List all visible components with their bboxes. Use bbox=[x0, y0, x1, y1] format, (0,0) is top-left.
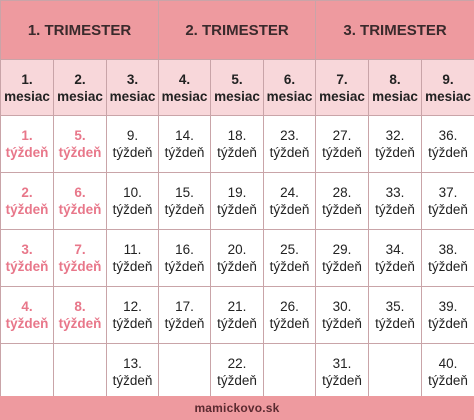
week-label: týždeň bbox=[269, 316, 310, 331]
week-label: týždeň bbox=[5, 145, 49, 160]
month-number: 5. bbox=[231, 71, 243, 87]
week-label: týždeň bbox=[217, 145, 257, 160]
week-label: týždeň bbox=[375, 259, 415, 274]
week-number: 33. bbox=[385, 185, 405, 200]
week-number: 16. bbox=[175, 242, 194, 257]
month-label: mesiac bbox=[319, 88, 365, 104]
week-cell bbox=[211, 116, 264, 173]
month-header-5 bbox=[211, 60, 264, 116]
week-label: týždeň bbox=[217, 259, 257, 274]
week-cell bbox=[159, 173, 211, 230]
week-number: 15. bbox=[175, 185, 194, 200]
week-label: týždeň bbox=[58, 259, 102, 274]
month-label: mesiac bbox=[214, 88, 260, 104]
trimester-3-header: 3. TRIMESTER bbox=[316, 1, 474, 60]
week-cell bbox=[316, 287, 369, 344]
week-label: týždeň bbox=[217, 373, 257, 388]
week-cell bbox=[264, 116, 316, 173]
week-cell bbox=[422, 173, 474, 230]
week-cell bbox=[1, 344, 54, 401]
month-header-4 bbox=[159, 60, 211, 116]
month-number: 6. bbox=[283, 71, 296, 87]
month-label: mesiac bbox=[266, 88, 313, 104]
week-number: 22. bbox=[227, 356, 247, 371]
week-label: týždeň bbox=[428, 373, 468, 388]
week-label: týždeň bbox=[112, 373, 153, 388]
week-number: 12. bbox=[123, 299, 142, 314]
month-header-7 bbox=[316, 60, 369, 116]
week-cell bbox=[422, 230, 474, 287]
week-cell bbox=[422, 344, 474, 401]
month-number: 1. bbox=[21, 71, 33, 87]
week-number: 36. bbox=[438, 128, 458, 143]
week-cell bbox=[107, 230, 159, 287]
week-label: týždeň bbox=[322, 373, 362, 388]
month-header-row bbox=[1, 60, 474, 116]
week-cell bbox=[107, 116, 159, 173]
week-label: týždeň bbox=[112, 202, 153, 217]
week-number: 40. bbox=[438, 356, 458, 371]
month-label: mesiac bbox=[4, 88, 50, 104]
week-number: 39. bbox=[438, 299, 458, 314]
month-label: mesiac bbox=[161, 88, 208, 104]
week-cell bbox=[107, 344, 159, 401]
week-cell bbox=[211, 287, 264, 344]
week-number: 8. bbox=[74, 299, 86, 314]
week-cell bbox=[264, 287, 316, 344]
week-label: týždeň bbox=[5, 202, 49, 217]
month-number: 2. bbox=[74, 71, 86, 87]
week-number: 34. bbox=[385, 242, 405, 257]
week-row-2 bbox=[1, 173, 474, 230]
trimester-header-row bbox=[1, 1, 474, 60]
week-label: týždeň bbox=[217, 316, 257, 331]
week-cell bbox=[369, 344, 422, 401]
week-label: týždeň bbox=[375, 202, 415, 217]
week-label: týždeň bbox=[428, 316, 468, 331]
week-label: týždeň bbox=[322, 202, 362, 217]
month-header-6 bbox=[264, 60, 316, 116]
month-label: mesiac bbox=[372, 88, 418, 104]
week-cell bbox=[159, 116, 211, 173]
week-cell bbox=[159, 230, 211, 287]
week-cell bbox=[159, 344, 211, 401]
week-label: týždeň bbox=[322, 316, 362, 331]
week-number: 2. bbox=[21, 185, 33, 200]
month-header-9 bbox=[422, 60, 474, 116]
trimester-2-header: 2. TRIMESTER bbox=[159, 1, 316, 60]
week-number: 3. bbox=[21, 242, 33, 257]
week-cell bbox=[264, 173, 316, 230]
week-cell bbox=[264, 344, 316, 401]
week-cell bbox=[369, 116, 422, 173]
week-label: týždeň bbox=[164, 316, 205, 331]
week-number: 20. bbox=[227, 242, 247, 257]
week-cell bbox=[54, 173, 107, 230]
week-number: 28. bbox=[332, 185, 352, 200]
week-number: 7. bbox=[74, 242, 86, 257]
week-cell bbox=[107, 173, 159, 230]
week-number: 19. bbox=[227, 185, 247, 200]
week-number: 27. bbox=[332, 128, 352, 143]
week-number: 5. bbox=[74, 128, 86, 143]
month-number: 7. bbox=[336, 71, 348, 87]
month-number: 3. bbox=[126, 71, 139, 87]
week-row-3 bbox=[1, 230, 474, 287]
week-number: 4. bbox=[21, 299, 33, 314]
week-label: týždeň bbox=[269, 202, 310, 217]
month-label: mesiac bbox=[425, 88, 471, 104]
month-number: 8. bbox=[389, 71, 401, 87]
week-cell bbox=[316, 344, 369, 401]
week-label: týždeň bbox=[322, 259, 362, 274]
week-number: 13. bbox=[123, 356, 142, 371]
week-cell bbox=[54, 116, 107, 173]
month-label: mesiac bbox=[109, 88, 156, 104]
week-number: 26. bbox=[280, 299, 299, 314]
week-number: 25. bbox=[280, 242, 299, 257]
week-cell bbox=[1, 230, 54, 287]
week-cell bbox=[211, 173, 264, 230]
week-cell bbox=[369, 230, 422, 287]
month-label: mesiac bbox=[57, 88, 103, 104]
month-header-2 bbox=[54, 60, 107, 116]
week-label: týždeň bbox=[5, 316, 49, 331]
trimester-1-header: 1. TRIMESTER bbox=[1, 1, 159, 60]
week-cell bbox=[369, 173, 422, 230]
week-number: 38. bbox=[438, 242, 458, 257]
week-number: 24. bbox=[280, 185, 299, 200]
week-cell bbox=[264, 230, 316, 287]
week-label: týždeň bbox=[217, 202, 257, 217]
week-cell bbox=[316, 116, 369, 173]
week-label: týždeň bbox=[112, 259, 153, 274]
week-number: 21. bbox=[227, 299, 247, 314]
week-cell bbox=[369, 287, 422, 344]
footer-source: mamickovo.sk bbox=[0, 396, 474, 420]
week-label: týždeň bbox=[428, 145, 468, 160]
week-cell bbox=[1, 173, 54, 230]
week-number: 18. bbox=[227, 128, 247, 143]
week-cell bbox=[107, 287, 159, 344]
week-label: týždeň bbox=[428, 259, 468, 274]
week-number: 17. bbox=[175, 299, 194, 314]
week-number: 35. bbox=[385, 299, 405, 314]
week-cell bbox=[422, 116, 474, 173]
week-row-1 bbox=[1, 116, 474, 173]
week-row-5 bbox=[1, 344, 474, 401]
week-label: týždeň bbox=[58, 316, 102, 331]
week-label: týždeň bbox=[375, 145, 415, 160]
week-label: týždeň bbox=[322, 145, 362, 160]
week-label: týždeň bbox=[164, 145, 205, 160]
month-header-1 bbox=[1, 60, 54, 116]
week-number: 37. bbox=[438, 185, 458, 200]
week-cell bbox=[316, 173, 369, 230]
week-number: 30. bbox=[332, 299, 352, 314]
week-label: týždeň bbox=[164, 259, 205, 274]
week-cell bbox=[211, 230, 264, 287]
month-header-3 bbox=[107, 60, 159, 116]
week-number: 11. bbox=[123, 242, 142, 257]
week-label: týždeň bbox=[112, 145, 153, 160]
week-number: 31. bbox=[332, 356, 352, 371]
week-cell bbox=[159, 287, 211, 344]
week-label: týždeň bbox=[428, 202, 468, 217]
month-number: 4. bbox=[178, 71, 191, 87]
week-cell bbox=[1, 116, 54, 173]
week-number: 1. bbox=[21, 128, 33, 143]
week-number: 6. bbox=[74, 185, 86, 200]
week-number: 32. bbox=[385, 128, 405, 143]
week-label: týždeň bbox=[112, 316, 153, 331]
week-cell bbox=[54, 287, 107, 344]
week-label: týždeň bbox=[375, 316, 415, 331]
week-label: týždeň bbox=[269, 259, 310, 274]
week-number: 23. bbox=[280, 128, 299, 143]
week-number: 29. bbox=[332, 242, 352, 257]
week-cell bbox=[54, 230, 107, 287]
week-cell bbox=[316, 230, 369, 287]
week-number: 10. bbox=[123, 185, 142, 200]
week-label: týždeň bbox=[5, 259, 49, 274]
week-cell bbox=[211, 344, 264, 401]
week-label: týždeň bbox=[58, 202, 102, 217]
week-row-4 bbox=[1, 287, 474, 344]
week-label: týždeň bbox=[164, 202, 205, 217]
week-number: 14. bbox=[175, 128, 194, 143]
week-cell bbox=[1, 287, 54, 344]
week-cell bbox=[422, 287, 474, 344]
week-label: týždeň bbox=[269, 145, 310, 160]
week-cell bbox=[54, 344, 107, 401]
month-header-8 bbox=[369, 60, 422, 116]
week-label: týždeň bbox=[58, 145, 102, 160]
month-number: 9. bbox=[442, 71, 454, 87]
week-number: 9. bbox=[126, 128, 139, 143]
